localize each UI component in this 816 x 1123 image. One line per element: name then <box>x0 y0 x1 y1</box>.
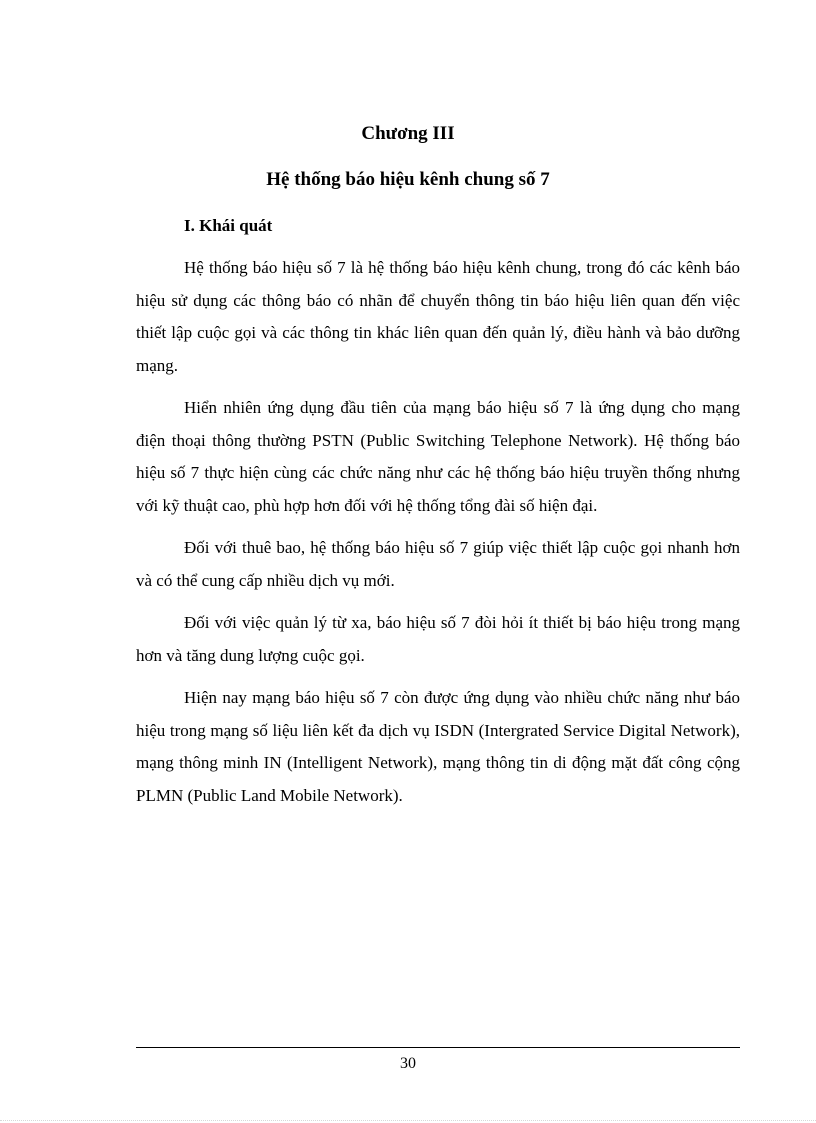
page-edge-divider <box>0 1120 816 1121</box>
page-number: 30 <box>400 1055 416 1072</box>
paragraph: Hệ thống báo hiệu số 7 là hệ thống báo hiệu kênh chung, trong đó các kênh báo hiệu sử dụng các thông báo có nhãn để chuyển thông tin báo hiệu liên quan đến việc thiết lập cuộc gọi và các thông tin khác liên quan đến quản lý, điều hành và bảo dưỡng mạng. <box>136 258 740 375</box>
chapter-title: Chương III <box>361 123 455 144</box>
paragraph: Đối với thuê bao, hệ thống báo hiệu số 7 giúp việc thiết lập cuộc gọi nhanh hơn và có thể cung cấp nhiều dịch vụ mới. <box>136 538 740 590</box>
paragraph: Đối với việc quản lý từ xa, báo hiệu số 7 đòi hỏi ít thiết bị báo hiệu trong mạng hơn và tăng dung lượng cuộc gọi. <box>136 613 740 665</box>
footer-divider <box>136 1047 740 1048</box>
body-text <box>136 252 740 822</box>
paragraph: Hiển nhiên ứng dụng đầu tiên của mạng báo hiệu số 7 là ứng dụng cho mạng điện thoại thông thường PSTN (Public Switching Telephone Network). Hệ thống báo hiệu số 7 thực hiện cùng các chức năng như các hệ thống báo hiệu truyền thống nhưng với kỹ thuật cao, phù hợp hơn đối với hệ thống tổng đài số hiện đại. <box>136 398 740 515</box>
chapter-subtitle: Hệ thống báo hiệu kênh chung số 7 <box>266 169 550 190</box>
paragraph: Hiện nay mạng báo hiệu số 7 còn được ứng dụng vào nhiều chức năng như báo hiệu trong mạng số liệu liên kết đa dịch vụ ISDN (Intergrated Service Digital Network), mạng thông minh IN (Intelligent Network), mạng thông tin di động mặt đất công cộng PLMN (Public Land Mobile Network). <box>136 688 740 805</box>
section-heading: I. Khái quát <box>184 216 273 235</box>
